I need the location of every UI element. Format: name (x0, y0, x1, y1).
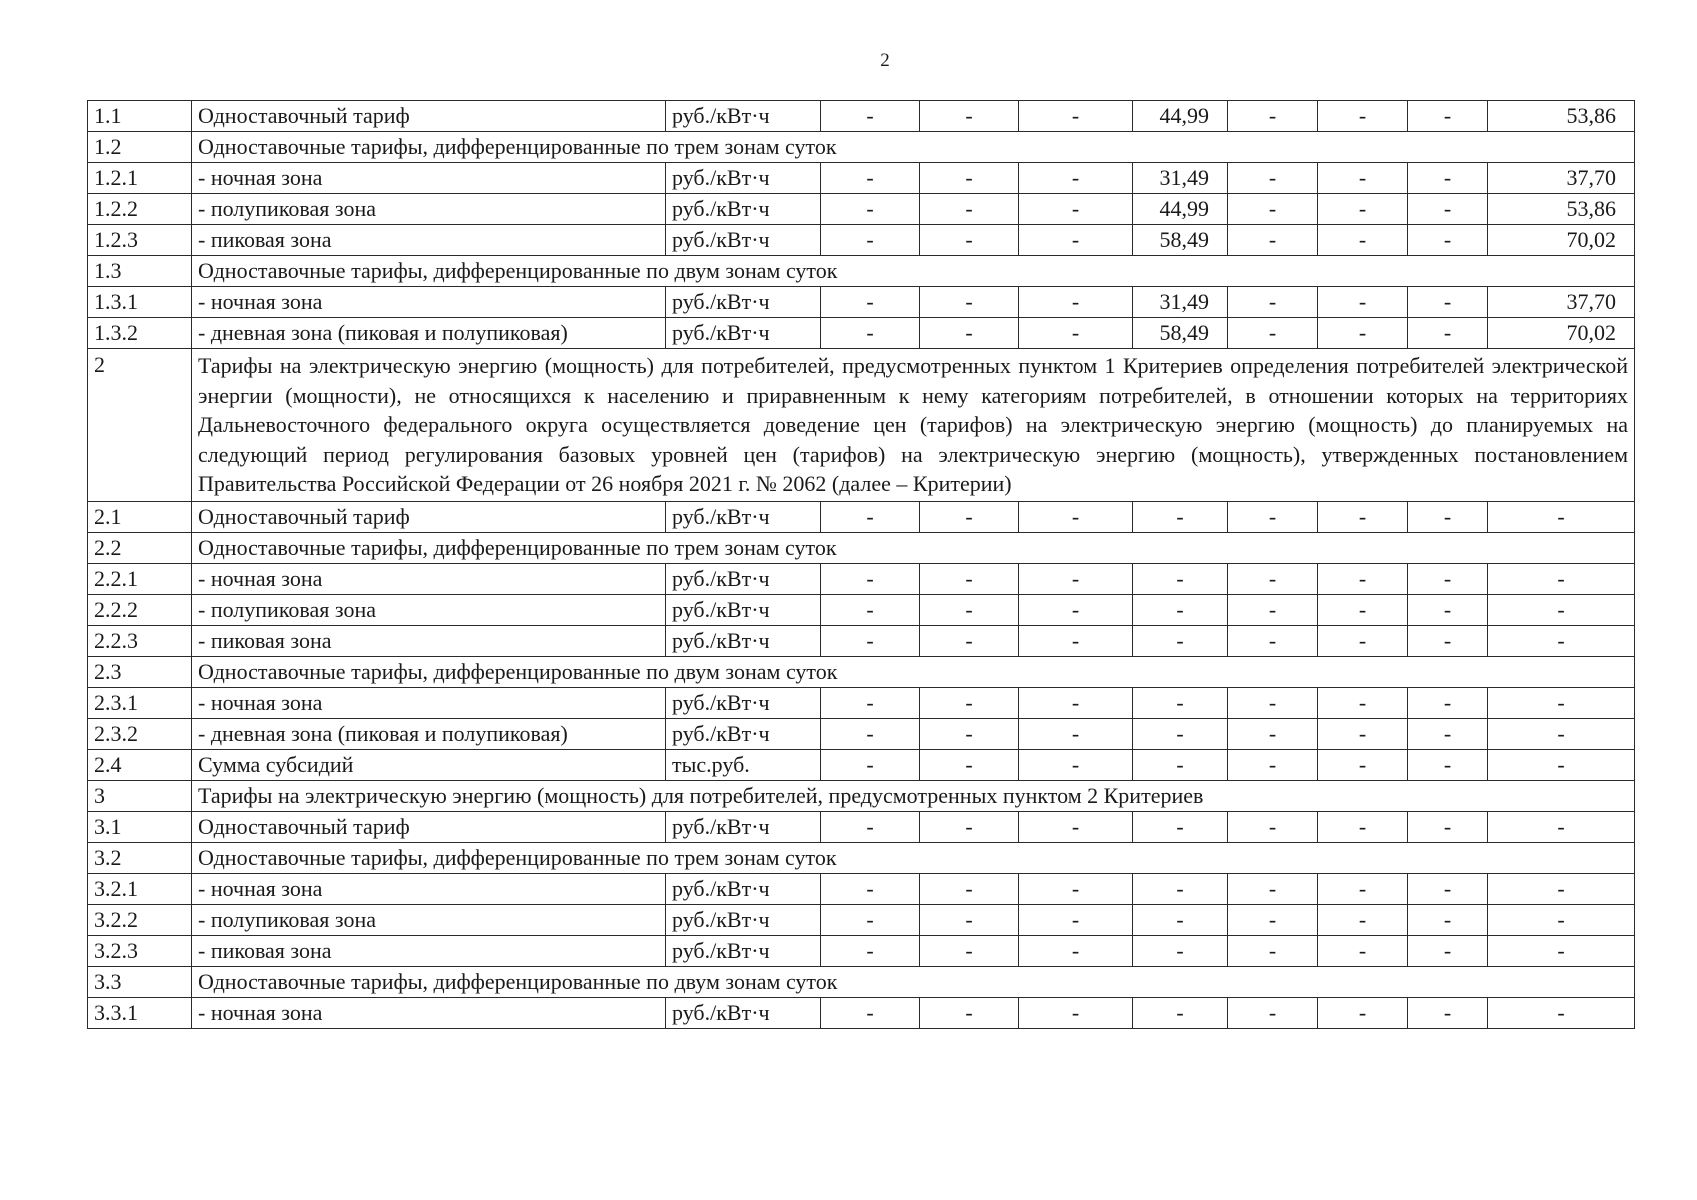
tariff-value-cell: - (1318, 749, 1408, 780)
tariff-value-cell: - (1318, 904, 1408, 935)
tariff-value-cell: - (1408, 194, 1488, 225)
tariff-value-cell: - (920, 625, 1019, 656)
row-code: 3.3 (88, 966, 192, 997)
row-unit: тыс.руб. (666, 749, 821, 780)
tariff-value-cell: - (1133, 873, 1228, 904)
row-name: Одноставочные тарифы, дифференцированные по трем зонам суток (192, 132, 1635, 163)
tariff-value-cell: - (1228, 935, 1318, 966)
tariff-value-cell: - (821, 904, 920, 935)
tariff-value-cell: 58,49 (1133, 225, 1228, 256)
tariff-value-cell: - (1228, 873, 1318, 904)
table-row (88, 501, 1635, 532)
row-code: 2.3.2 (88, 718, 192, 749)
table-row (88, 966, 1635, 997)
tariff-value-cell: 53,86 (1488, 101, 1635, 132)
tariff-value-cell: - (1228, 318, 1318, 349)
tariff-value-cell: - (920, 318, 1019, 349)
tariff-value-cell: - (821, 287, 920, 318)
row-code: 1.3.2 (88, 318, 192, 349)
tariff-value-cell: - (1019, 225, 1133, 256)
row-name: Одноставочные тарифы, дифференцированные по двум зонам суток (192, 656, 1635, 687)
tariff-value-cell: - (1408, 163, 1488, 194)
tariff-value-cell: - (1019, 873, 1133, 904)
tariff-value-cell: - (1228, 101, 1318, 132)
row-unit: руб./кВт·ч (666, 163, 821, 194)
tariff-value-cell: - (920, 287, 1019, 318)
row-unit: руб./кВт·ч (666, 904, 821, 935)
tariff-value-cell: - (1228, 811, 1318, 842)
tariff-value-cell: - (1133, 563, 1228, 594)
tariff-value-cell: - (821, 563, 920, 594)
tariff-value-cell: - (1408, 318, 1488, 349)
table-row (88, 287, 1635, 318)
tariff-value-cell: - (821, 225, 920, 256)
row-code: 2.4 (88, 749, 192, 780)
tariff-value-cell: - (1133, 811, 1228, 842)
tariff-value-cell: - (821, 935, 920, 966)
tariff-value-cell: - (1408, 873, 1488, 904)
row-unit: руб./кВт·ч (666, 718, 821, 749)
row-unit: руб./кВт·ч (666, 287, 821, 318)
tariff-value-cell: - (1133, 749, 1228, 780)
tariff-value-cell: - (1488, 997, 1635, 1028)
row-code: 1.3.1 (88, 287, 192, 318)
tariff-value-cell: - (1019, 194, 1133, 225)
tariff-value-cell: - (920, 997, 1019, 1028)
table-row (88, 904, 1635, 935)
row-code: 2.3.1 (88, 687, 192, 718)
tariff-value-cell: - (1318, 935, 1408, 966)
table-row (88, 656, 1635, 687)
tariff-value-cell: - (920, 935, 1019, 966)
tariff-value-cell: - (920, 563, 1019, 594)
tariff-value-cell: - (1318, 625, 1408, 656)
row-code: 3.3.1 (88, 997, 192, 1028)
tariff-value-cell: - (1318, 163, 1408, 194)
row-name: - полупиковая зона (192, 904, 666, 935)
tariff-value-cell: - (920, 225, 1019, 256)
tariff-value-cell: - (1408, 904, 1488, 935)
row-code: 3.2.2 (88, 904, 192, 935)
tariff-value-cell: - (1228, 594, 1318, 625)
tariff-value-cell: - (1019, 163, 1133, 194)
table-row (88, 194, 1635, 225)
tariff-value-cell: - (1408, 935, 1488, 966)
row-name: - ночная зона (192, 997, 666, 1028)
row-unit: руб./кВт·ч (666, 811, 821, 842)
tariff-value-cell: - (821, 687, 920, 718)
row-name: Одноставочный тариф (192, 501, 666, 532)
row-code: 3.1 (88, 811, 192, 842)
tariff-value-cell: - (1318, 811, 1408, 842)
tariff-value-cell: - (1408, 625, 1488, 656)
table-row (88, 749, 1635, 780)
tariff-value-cell: - (1318, 997, 1408, 1028)
row-unit: руб./кВт·ч (666, 501, 821, 532)
tariff-value-cell: - (1228, 904, 1318, 935)
tariff-value-cell: - (1318, 287, 1408, 318)
tariff-value-cell: - (1019, 563, 1133, 594)
table-row (88, 687, 1635, 718)
tariff-value-cell: - (920, 749, 1019, 780)
tariff-value-cell: - (1019, 625, 1133, 656)
tariff-value-cell: - (1228, 194, 1318, 225)
tariff-value-cell: - (1408, 594, 1488, 625)
tariff-value-cell: - (1318, 718, 1408, 749)
tariff-value-cell: 70,02 (1488, 225, 1635, 256)
tariff-value-cell: - (1488, 687, 1635, 718)
table-row (88, 318, 1635, 349)
tariff-value-cell: - (1488, 904, 1635, 935)
table-row (88, 132, 1635, 163)
row-name: - пиковая зона (192, 935, 666, 966)
row-name: - пиковая зона (192, 225, 666, 256)
row-unit: руб./кВт·ч (666, 194, 821, 225)
row-name: Одноставочные тарифы, дифференцированные по двум зонам суток (192, 966, 1635, 997)
row-code: 3.2 (88, 842, 192, 873)
row-code: 3 (88, 780, 192, 811)
tariff-value-cell: - (1228, 225, 1318, 256)
row-name: - пиковая зона (192, 625, 666, 656)
tariff-value-cell: - (821, 594, 920, 625)
tariff-value-cell: 44,99 (1133, 101, 1228, 132)
tariff-value-cell: - (1488, 873, 1635, 904)
row-unit: руб./кВт·ч (666, 625, 821, 656)
tariff-value-cell: - (1318, 225, 1408, 256)
row-unit: руб./кВт·ч (666, 687, 821, 718)
row-name: - дневная зона (пиковая и полупиковая) (192, 318, 666, 349)
tariff-value-cell: 37,70 (1488, 287, 1635, 318)
row-code: 2.2.1 (88, 563, 192, 594)
row-unit: руб./кВт·ч (666, 318, 821, 349)
row-name: Тарифы на электрическую энергию (мощность) для потребителей, предусмотренных пунктом 1 Критериев определения потребителей электрической энергии (мощности), не относящихся к населению и приравненным к нему категориям потребителей, в отношении которых на территориях Дальневосточного федерального округа осуществляется доведение цен (тарифов) на электрическую энергию (мощность) до планируемых на следующий период регулирования базовых уровней цен (тарифов) на электрическую энергию (мощность), утвержденных постановлением Правительства Российской Федерации от 26 ноября 2021 г. № 2062 (далее – Критерии) (192, 349, 1635, 502)
table-row (88, 873, 1635, 904)
tariff-value-cell: - (920, 687, 1019, 718)
tariff-value-cell: - (1318, 101, 1408, 132)
tariff-value-cell: 70,02 (1488, 318, 1635, 349)
row-name: Сумма субсидий (192, 749, 666, 780)
tariff-value-cell: - (1019, 594, 1133, 625)
tariff-value-cell: - (920, 194, 1019, 225)
tariff-value-cell: - (1019, 935, 1133, 966)
tariff-value-cell: - (1133, 594, 1228, 625)
tariff-value-cell: - (821, 749, 920, 780)
row-name: Одноставочные тарифы, дифференцированные по трем зонам суток (192, 842, 1635, 873)
row-code: 1.1 (88, 101, 192, 132)
tariff-value-cell: - (1019, 318, 1133, 349)
row-code: 2 (88, 349, 192, 502)
tariff-value-cell: - (821, 811, 920, 842)
table-row (88, 718, 1635, 749)
row-code: 1.2.2 (88, 194, 192, 225)
tariff-table (87, 100, 1635, 1029)
tariff-value-cell: - (1133, 997, 1228, 1028)
row-unit: руб./кВт·ч (666, 997, 821, 1028)
row-name: - полупиковая зона (192, 194, 666, 225)
tariff-value-cell: - (1228, 563, 1318, 594)
row-name: - ночная зона (192, 687, 666, 718)
row-unit: руб./кВт·ч (666, 563, 821, 594)
tariff-value-cell: - (821, 501, 920, 532)
tariff-value-cell: - (1228, 625, 1318, 656)
tariff-value-cell: - (1133, 904, 1228, 935)
tariff-value-cell: - (920, 594, 1019, 625)
tariff-value-cell: - (821, 873, 920, 904)
tariff-value-cell: - (1408, 997, 1488, 1028)
row-name: Одноставочный тариф (192, 101, 666, 132)
tariff-value-cell: - (1019, 811, 1133, 842)
tariff-value-cell: - (1488, 594, 1635, 625)
tariff-value-cell: - (1133, 687, 1228, 718)
tariff-value-cell: - (1408, 225, 1488, 256)
tariff-value-cell: - (1408, 687, 1488, 718)
table-row (88, 780, 1635, 811)
tariff-value-cell: - (920, 811, 1019, 842)
table-row (88, 349, 1635, 502)
tariff-value-cell: - (1488, 749, 1635, 780)
tariff-value-cell: - (1019, 687, 1133, 718)
tariff-value-cell: 37,70 (1488, 163, 1635, 194)
tariff-value-cell: - (1408, 101, 1488, 132)
row-code: 3.2.3 (88, 935, 192, 966)
row-code: 2.3 (88, 656, 192, 687)
tariff-value-cell: - (1019, 101, 1133, 132)
table-row (88, 594, 1635, 625)
table-row (88, 625, 1635, 656)
row-name: - ночная зона (192, 563, 666, 594)
tariff-value-cell: - (1228, 287, 1318, 318)
row-unit: руб./кВт·ч (666, 873, 821, 904)
tariff-value-cell: - (1133, 935, 1228, 966)
tariff-value-cell: - (821, 997, 920, 1028)
row-code: 1.3 (88, 256, 192, 287)
tariff-value-cell: - (920, 873, 1019, 904)
table-row (88, 997, 1635, 1028)
tariff-value-cell: - (1408, 811, 1488, 842)
row-name: - ночная зона (192, 873, 666, 904)
tariff-value-cell: - (1133, 718, 1228, 749)
tariff-value-cell: - (1318, 563, 1408, 594)
row-code: 2.2 (88, 532, 192, 563)
tariff-value-cell: - (1019, 287, 1133, 318)
page-number: 2 (880, 50, 890, 71)
tariff-value-cell: - (1318, 594, 1408, 625)
row-name: Одноставочные тарифы, дифференцированные по двум зонам суток (192, 256, 1635, 287)
row-unit: руб./кВт·ч (666, 594, 821, 625)
tariff-value-cell: - (920, 501, 1019, 532)
tariff-value-cell: - (1318, 873, 1408, 904)
row-code: 1.2.3 (88, 225, 192, 256)
table-row (88, 225, 1635, 256)
tariff-value-cell: - (1228, 749, 1318, 780)
tariff-value-cell: - (920, 904, 1019, 935)
row-code: 2.2.3 (88, 625, 192, 656)
tariff-value-cell: - (1408, 501, 1488, 532)
tariff-value-cell: - (1488, 625, 1635, 656)
tariff-value-cell: - (821, 718, 920, 749)
tariff-value-cell: - (1228, 718, 1318, 749)
tariff-value-cell: - (1488, 718, 1635, 749)
row-unit: руб./кВт·ч (666, 225, 821, 256)
tariff-value-cell: - (1019, 997, 1133, 1028)
table-row (88, 532, 1635, 563)
tariff-value-cell: - (1133, 625, 1228, 656)
tariff-value-cell: 44,99 (1133, 194, 1228, 225)
table-row (88, 563, 1635, 594)
tariff-value-cell: - (1318, 194, 1408, 225)
table-row (88, 935, 1635, 966)
row-name: - ночная зона (192, 287, 666, 318)
tariff-value-cell: - (821, 101, 920, 132)
row-code: 2.1 (88, 501, 192, 532)
row-code: 2.2.2 (88, 594, 192, 625)
tariff-value-cell: 53,86 (1488, 194, 1635, 225)
row-unit: руб./кВт·ч (666, 935, 821, 966)
tariff-value-cell: - (1488, 563, 1635, 594)
tariff-value-cell: - (1019, 501, 1133, 532)
tariff-value-cell: - (1019, 904, 1133, 935)
table-row (88, 163, 1635, 194)
tariff-value-cell: - (1488, 501, 1635, 532)
tariff-value-cell: - (1318, 318, 1408, 349)
row-code: 1.2 (88, 132, 192, 163)
table-row (88, 256, 1635, 287)
tariff-value-cell: - (1228, 163, 1318, 194)
tariff-value-cell: - (1408, 287, 1488, 318)
tariff-value-cell: - (1408, 718, 1488, 749)
tariff-value-cell: - (1019, 718, 1133, 749)
tariff-value-cell: - (1488, 935, 1635, 966)
row-name: - полупиковая зона (192, 594, 666, 625)
row-name: Одноставочные тарифы, дифференцированные по трем зонам суток (192, 532, 1635, 563)
tariff-value-cell: 31,49 (1133, 163, 1228, 194)
tariff-value-cell: - (1318, 687, 1408, 718)
tariff-value-cell: 31,49 (1133, 287, 1228, 318)
tariff-value-cell: - (1019, 749, 1133, 780)
tariff-value-cell: - (920, 163, 1019, 194)
tariff-value-cell: - (821, 163, 920, 194)
tariff-value-cell: 58,49 (1133, 318, 1228, 349)
tariff-value-cell: - (1408, 749, 1488, 780)
tariff-value-cell: - (1488, 811, 1635, 842)
table-row (88, 101, 1635, 132)
tariff-value-cell: - (1318, 501, 1408, 532)
tariff-value-cell: - (1228, 687, 1318, 718)
table-row (88, 842, 1635, 873)
row-code: 1.2.1 (88, 163, 192, 194)
row-name: Одноставочный тариф (192, 811, 666, 842)
tariff-value-cell: - (1228, 501, 1318, 532)
tariff-value-cell: - (821, 318, 920, 349)
table-row (88, 811, 1635, 842)
tariff-value-cell: - (821, 625, 920, 656)
tariff-value-cell: - (920, 101, 1019, 132)
row-code: 3.2.1 (88, 873, 192, 904)
row-name: Тарифы на электрическую энергию (мощность) для потребителей, предусмотренных пунктом 2 Критериев (192, 780, 1635, 811)
tariff-value-cell: - (1228, 997, 1318, 1028)
tariff-value-cell: - (1408, 563, 1488, 594)
row-name: - дневная зона (пиковая и полупиковая) (192, 718, 666, 749)
tariff-value-cell: - (1133, 501, 1228, 532)
row-name: - ночная зона (192, 163, 666, 194)
tariff-value-cell: - (821, 194, 920, 225)
row-unit: руб./кВт·ч (666, 101, 821, 132)
tariff-value-cell: - (920, 718, 1019, 749)
